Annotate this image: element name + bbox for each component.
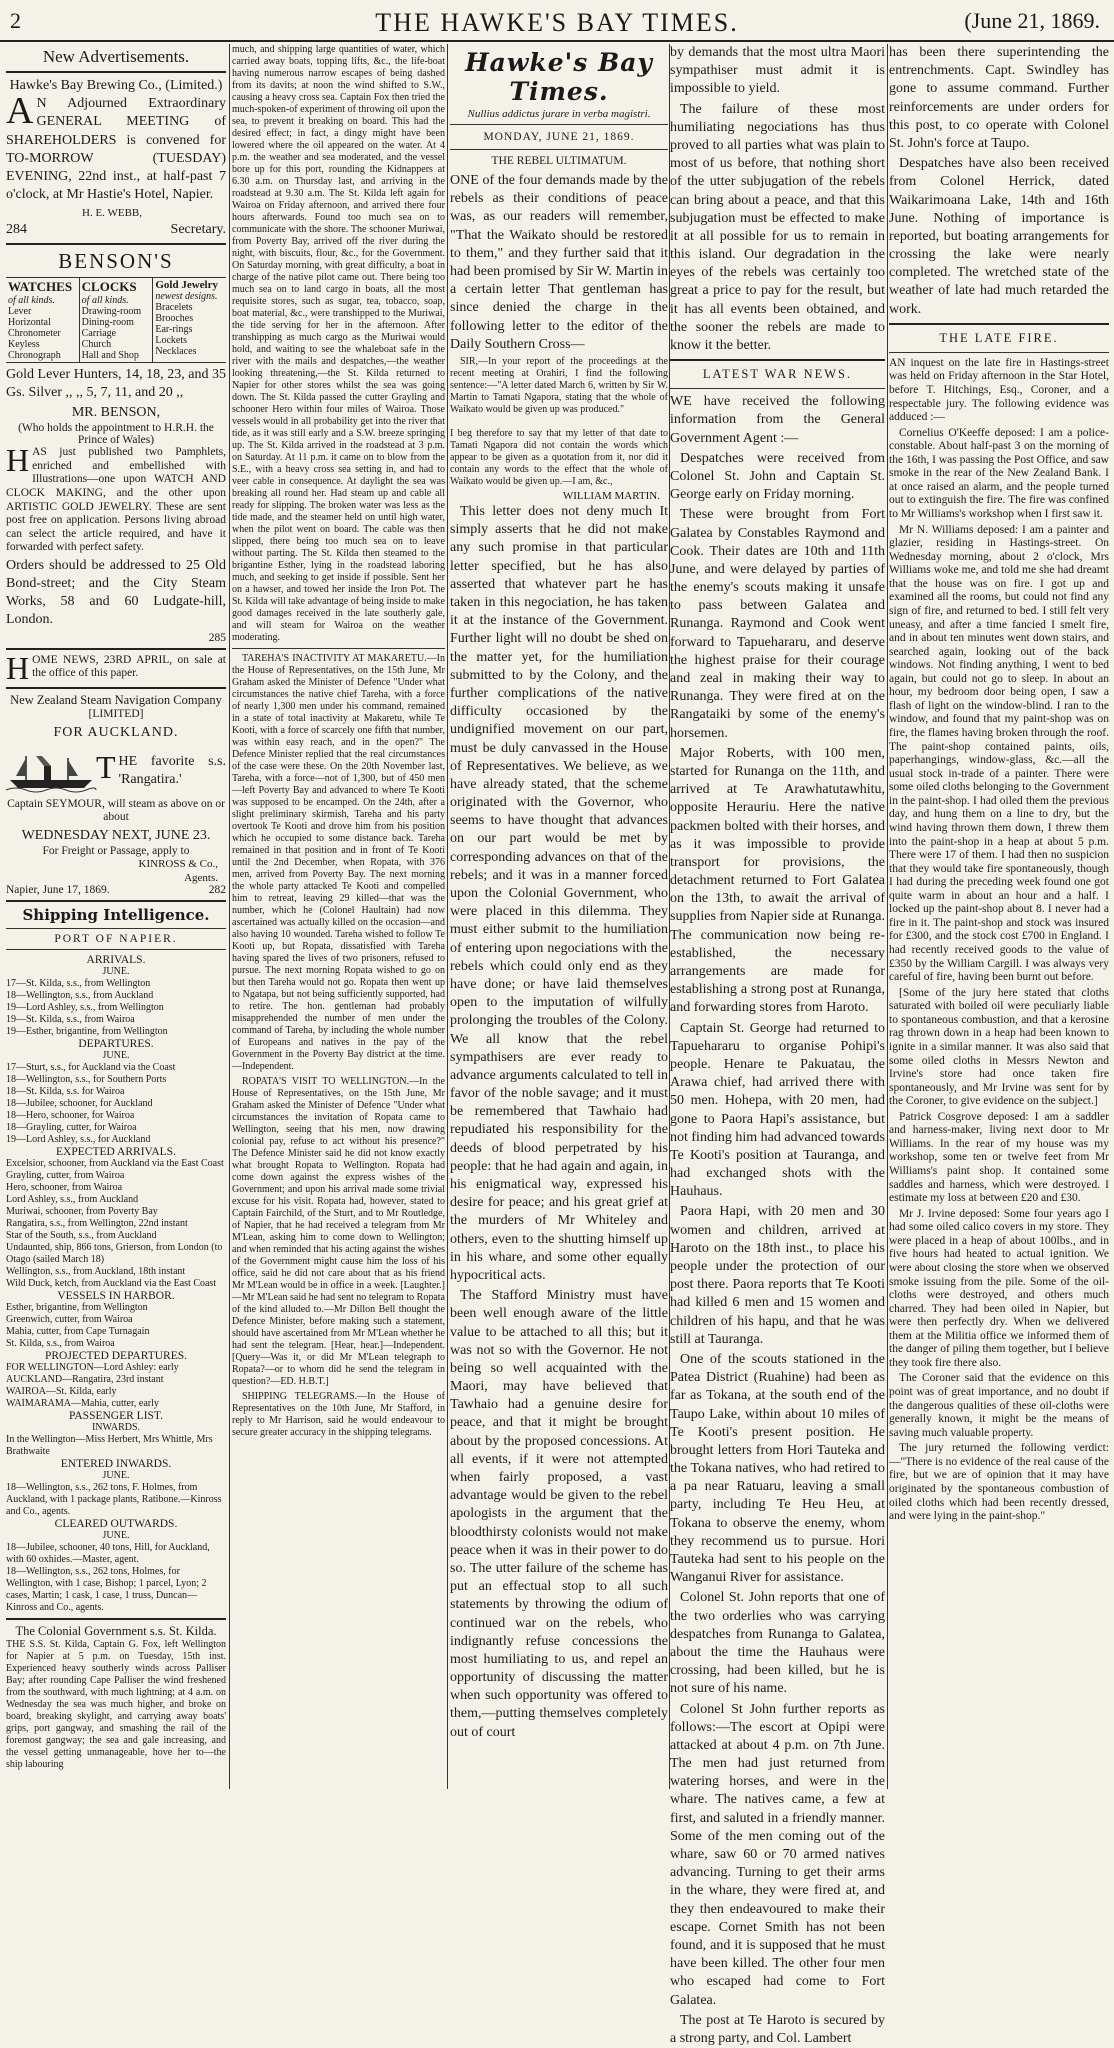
month-label: JUNE. [102, 1529, 130, 1541]
telegrams-article: SHIPPING TELEGRAMS.—In the House of Representatives on the 10th June, Mr Stafford, in reply to Mr Harrison, said he would endeavour to secure greater accuracy in the shipping telegrams. [232, 1391, 445, 1438]
fire-cosgrove-evidence: Patrick Cosgrove deposed: I am a saddler and harness-maker, living next door to Mr Williams. In the rear of my house was my workshop, some ten or twelve feet from Mr Williams's paint shop. It contained some saddles and harness, which were destroyed. I estimate my loss at between £20 and £30. [889, 1110, 1109, 1205]
war-news-continued: has been there superintending the entrenchments. Capt. Swindley has gone to assume command. Further reinforcements are under orders for this post, to co operate with Colonel St. John's force at Taupo. [889, 45, 1109, 151]
vessels-list: Esther, brigantine, from Wellington Greenwich, cutter, from Wairoa Mahia, cutter, from Cape Turnagain St. Kilda, s.s., from Wairoa [6, 1301, 150, 1349]
war-news-p3: These were brought from Fort Galatea by Constables Raymond and Cook. Their dates are 10th and 11th June, and were delayed by parties of the enemy's scouts making it unsafe to pass between Galatea and Runanga. Raymond and Cook went forward to Tapuehararu, and deserve the highest praise for their courage and zeal in making their way to Runanga. They were fired at on the Rangataiki by some of the enemy's horsemen. [670, 507, 885, 741]
rangatira-footer: Napier, June 17, 1869. 282 [6, 883, 226, 896]
clocks-column: CLOCKS of all kinds. Drawing-room Dining-room Carriage Church Hall and Shop [80, 278, 154, 362]
war-news-p10: The post at Te Haroto is secured by a strong party, and Col. Lambert [670, 2012, 885, 2046]
war-news-intro: WE have received the following information from the General Government Agent :— [670, 394, 885, 446]
page-masthead [0, 0, 1114, 42]
column-editorial [450, 44, 668, 1789]
passenger-heading: PASSENGER LIST. [69, 1409, 163, 1422]
rangatira-block [6, 746, 226, 798]
passenger-list: In the Wellington—Miss Herbert, Mrs Whittle, Mrs Brathwaite [6, 1433, 213, 1457]
home-news-notice: HOME NEWS, 23RD APRIL, on sale at the office of this paper. [6, 649, 226, 686]
war-news-p2: Despatches were received from Colonel St. John and Captain St. George early on Friday morning. [670, 450, 885, 503]
arrivals-list: 17—St. Kilda, s.s., from Wellington 18—Wellington, s.s., from Auckland 19—Lord Ashley, s.s., from Wellington 19—St. Kilda, s.s., from Wairoa 19—Esther, brigantine, from Wellington [6, 977, 168, 1037]
rangatira-agents: KINROSS & Co., [138, 858, 218, 871]
fire-irvine-evidence: Mr J. Irvine deposed: Some four years ago I had some oiled calico covers in my store. They were placed in a heap of about 100lbs., and in five hours had heated to actual ignition. We were about closing the store when we observed smoke issuing from the pile. Some of the oil-cloths were destroyed, and others much charred. They had been oiled in Napier, but were then perfectly dry. When we delivered them at the Militia office we informed them of the danger of piling them together, but I believe they took fire there also. [889, 1207, 1109, 1369]
rangatira-name: THE favorite s.s. 'Rangatira.' [96, 748, 226, 787]
watches-column: WATCHES of all kinds. Lever Horizontal Chronometer Keyless Chronograph [6, 278, 80, 362]
jewelry-column: Gold Jewelry newest designs. Bracelets Brooches Ear-rings Lockets Necklaces [155, 278, 218, 357]
benson-appointment: (Who holds the appointment to H.R.H. the Prince of Wales) [18, 422, 214, 447]
for-auckland: FOR AUCKLAND. [53, 724, 179, 740]
cleared-list: 18—Jubilee, schooner, 40 tons, Hill, for Auckland, with 60 oxhides.—Master, agent. 18—Wellington, s.s., 262 tons, Holmes, for Wellington, with 1 case, Bishop; 1 parcel, Lyon; 2 cases, Martin; 1 cask, 1 case, 1 truss, Duncan—Kinross and Co., agents. [6, 1541, 210, 1613]
column-news-items [232, 44, 445, 1789]
war-news-p6: Paora Hapi, with 20 men and 30 women and children, arrived at Haroto on the 18th inst., to place his people under the protection of our post there. Paora reports that Te Kooti had killed 6 men and 15 women and children of his hapu, and that he was still at Tauranga. [670, 1204, 885, 1347]
war-news-p4: Major Roberts, with 100 men, started for Runanga on the 11th, and arrived at Te Arawhatutawhitu, opposite Herauriu. Here the native packmen bolted with their horses, and as it was impossible to provide transport for provisions, the detachment returned to Fort Galatea on the 13th, to await the arrival of supplies from Napier side at Runanga. The communication now being re-established, the necessary arrangements are made for establishing a strong post at Runanga, and forwarding stores from Haroto. [670, 745, 885, 1016]
fire-verdict: The jury returned the following verdict:—"There is no evidence of the real cause of the fire, but we are of opinion that it may have originated by the spontaneous combustion of oiled cloths which had been recently dressed, and were lying in the paint-shop." [889, 1442, 1109, 1523]
nzsn-limited: [LIMITED] [88, 707, 144, 720]
nzsn-title: New Zealand Steam Navigation Company [10, 692, 222, 707]
entered-heading: ENTERED INWARDS. [60, 1457, 172, 1470]
column-late-fire [889, 44, 1109, 1789]
martin-signature: WILLIAM MARTIN. [562, 489, 660, 502]
page-number: 2 [10, 8, 21, 33]
column-rule [887, 44, 888, 1789]
ropata-article: ROPATA'S VISIT TO WELLINGTON.—In the House of Representatives, on the 15th June, Mr Graham asked the Minister of Defence "Under what circumstances the invitation of Ropata came to Wellington, seeing that his men, now drawing colonial pay, refuse to act without his presence?" The Defence Minister said he did not know exactly what brought Ropata to Wellington. Ropata had come down against the express wishes of the Government; and upon his arrival made some trivial excuse for his visit. Ropata had, however, stated to Captain Fairchild, of the Sturt, and to Mr Routledge, of Napier, that he had received a telegram from Mr M'Lean, asking him to come down to Wellington; and when reminded that his acting against the wishes of the Government might cause him the loss of his office, said he did not care about that as his friend Mr M'Lean would be in office in a week. [Laughter.]—Mr M'Lean said he had sent no telegram to Ropata of the kind alluded to.—Mr Dillon Bell thought the Defence Minister, before making such a statement, should have ascertained from Mr M'Lean whether he had sent the telegram. [Hear, hear.]—Independent. [Query—Was it, or did Mr M'Lean telegraph to Ropata?—or to whom did he send the telegram in question?—ED. H.B.T.] [232, 1076, 445, 1387]
war-news-p5: Captain St. George had returned to Tapuehararu to organise Pohipi's people. Henare te Pakuatau, the Arawa chief, had arrived there with 50 men. Hohepa, with 20 men, had gone to Paora Hapi's assistance, but not finding him had advanced towards Te Kooti's position at Tauranga, and had exchanged shots with the Hauhaus. [670, 1020, 886, 1200]
war-news-p7: One of the scouts stationed in the Patea District (Ruahine) had been as far as Tokana, at the south end of the Taupo Lake, within about 10 miles of Te Kooti's present position. He brought letters from Hori Tauteka and the Tokana natives, who had retired to a pa near Ratuaru, leaving a small party, including Te Heu Heu, at Tokana to observe the enemy, whom they recommend us to pursue. Hori Tauteka had sent to his people on the Wanganui River for assistance. [670, 1351, 885, 1586]
benson-heading: BENSON'S [58, 248, 174, 273]
brewing-signature: H. E. WEBB, [82, 207, 142, 220]
column-advertisements [6, 44, 226, 1789]
ultimatum-conclusion: The failure of these most humiliating negociations has thus proved to all parties what was plain to most of us before, that nothing short of the utter subjugation of the rebels can bring about a peace, and that this subjugation must be effected to make it at all possible for us to remain in this island. Our degradation in the eyes of the rebels was certainly too great a price to pay for the result, but it has all events been obtained, and the sooner the rebels are made to know it the better. [670, 101, 885, 353]
column-war-news [670, 44, 886, 2046]
brewing-title: Hawke's Bay Brewing Co., (Limited.) [9, 78, 223, 93]
fire-inquest-intro: AN inquest on the late fire in Hastings-street was held on Friday afternoon in the Star Hotel, before T. Hitchings, Esq., Coroner, and a respectable jury. The following evidence was adduced :— [889, 356, 1109, 424]
brewing-notice: A N Adjourned Extraordinary GENERAL MEETING of SHAREHOLDERS is convened for TO-MORROW (TUESDAY) EVENING, 22nd inst., at half-past 7 o'clock, at Mr Hastie's Hotel, Napier. [6, 90, 226, 203]
projected-list: FOR WELLINGTON—Lord Ashley: early AUCKLAND—Rangatira, 23rd instant WAIROA—St. Kilda, early WAIMARAMA—Mahia, cutter, early [6, 1361, 179, 1409]
issue-date: (June 21, 1869. [964, 8, 1100, 33]
war-news-p11: Despatches have also been received from Colonel Herrick, dated Waikarimoana Lake, 14th and 16th June. Nothing of importance is reported, but boating arrangements for crossing the lake were nearly completed. The wretched state of the weather of late had much retarded the work. [889, 156, 1109, 317]
expected-list: Excelsior, schooner, from Auckland via the East Coast Grayling, cutter, from Wairoa Hero, schooner, from Wairoa Lord Ashley, s.s., from Auckland Muriwai, schooner, from Poverty Bay Rangatira, s.s., from Wellington, 22nd instant Star of the South, s.s., from Auckland Undaunted, ship, 866 tons, Grierson, from London (to Otago (sailed March 18) Wellington, s.s., from Auckland, 18th instant Wild Duck, ketch, from Auckland via the East Coast [6, 1157, 224, 1289]
ultimatum-intro: ONE of the four demands made by the rebels as their conditions of peace was, as our readers will remember, "That the Waikato should be restored to them," and they further said that it had been promised by Sir W. Martin in a certain letter That gentleman has since denied the charge in the following letter to the editor of the Daily Southern Cross— [450, 173, 668, 352]
ultimatum-body-2: The Stafford Ministry must have been well enough aware of the little value to be attached to all this; but it was not so with the Governor. He not being so well acquainted with the Maori, may have believed that Tawhaio had a genuine desire for peace, and that it might be brought about by the proposed concessions. At all events, if it were not attempted when fairly proposed, a vast advantage would be given to the rebel apologists in the argument that the bloodthirsty colonists would not make peace when it was in their power to do so. The utter failure of the scheme has put an effectual stop to all such statements by throwing the odium of continued war on the rebels, who indignantly refuse concessions the most humiliating to us, and repel an opportunity of discussing the matter when such opportunity was offered to them,—putting themselves completely out of court [450, 1288, 668, 1740]
benson-product-table [6, 277, 226, 363]
expected-heading: EXPECTED ARRIVALS. [56, 1145, 176, 1158]
benson-gold-prices: Gold Lever Hunters, 14, 18, 23, and 35 Gs. Silver ,, ,, 5, 7, 11, and 20 ,, [6, 366, 226, 400]
cleared-heading: CLEARED OUTWARDS. [54, 1517, 178, 1530]
rangatira-agents-label: Agents. [184, 871, 218, 884]
newspaper-title: THE HAWKE'S BAY TIMES. [375, 8, 739, 37]
rangatira-freight: For Freight or Passage, apply to [42, 845, 190, 858]
brewing-footer: 284 Secretary. [6, 221, 226, 237]
war-news-p9: Colonel St John further reports as follows:—The escort at Opipi were attacked at about 4 p.m. on 7th June. The men had just returned from watering horses, and were in the whare. The natives came, a few at first, and saluted in a friendly manner. Some of the men coming out of the whare, saw 60 or 70 armed natives advancing. Turning to get their arms in the whare, they were fired at, and they then endeavoured to make their escape. Cornet Smith has not been found, and it is supposed that he must have been killed. The other four men who escaped had come to Fort Galatea. [670, 1701, 885, 2008]
fire-okeeffe-evidence: Cornelius O'Keeffe deposed: I am a police-constable. About half-past 3 on the morning of the 16th, I was passing the Post Office, and saw smoke in the rear of the New Zealand Bank. I at once raised an alarm, and the people turned out to extinguish the fire. The fire was confined to Mr Williams's workshop when I first saw it. [889, 426, 1109, 520]
column-rule [229, 44, 230, 1789]
martin-letter: SIR,—In your report of the proceedings at the recent meeting at Orahiri, I find the following sentence:—"A letter dated March 6, written by Sir W. Martin to Tamati Ngapora, stating that the whole of Waikato would be given up was produced." I beg therefore to say that my letter of that date to Tamati Ngapora did not contain the words which appear to be given as a quotation from it, nor did it contain any words to the effect that the whole of Waikato would be given up.—I am, &c., [450, 355, 668, 487]
war-news-heading: LATEST WAR NEWS. [702, 367, 853, 382]
column-rule [447, 44, 448, 1789]
war-news-p8: Colonel St. John reports that one of the two orderlies who was carrying despatches from Runanga to Galatea, about the time the Hauhaus were crossing, had been killed, but he is not sure of his name. [670, 1590, 885, 1697]
departures-heading: DEPARTURES. [78, 1037, 154, 1050]
shipping-heading: Shipping Intelligence. [22, 905, 210, 924]
steamship-illustration [6, 750, 96, 794]
month-label: JUNE. [102, 1469, 130, 1481]
benson-pamphlets: HAS just published two Pamphlets, enriched and embellished with Illustrations—one upon WATCH AND CLOCK MAKING, and the other upon ARTISTIC GOLD JEWELRY. These are sent post free on application. Persons living abroad can select the article required, and have it forwarded with perfect safety. [6, 442, 226, 554]
fire-jury-remark: [Some of the jury here stated that cloths saturated with boiled oil were peculiarly liable to spontaneous combustion, and that a kerosine rag thrown down in a heap had been known to ignite in a similar manner. It was also said that some oiled cloths in Messrs Newton and Irvine's store had once taken fire spontaneously, and Mr Irvine was sent for by the Coroner, to give evidence on the subject.] [889, 986, 1109, 1108]
editorial-dateline: MONDAY, JUNE 21, 1869. [483, 131, 635, 143]
projected-heading: PROJECTED DEPARTURES. [44, 1349, 188, 1362]
govt-steamer-report: THE S.S. St. Kilda, Captain G. Fox, left Wellington for Napier at 5 p.m. on Tuesday, 15th inst. Experienced heavy southerly winds across Palliser Bay; after rounding Cape Palliser the wind freshened from the southward, with much lightning; at 4 a.m. on Wednesday the sea was much higher, and broke on board, breaking skylight, and carrying away boats' grips, port gangway, and smashing the rail of the foremost gangway; the sea and gale increasing, and the vessel getting unmanageable, hove her to—the ship labouring [6, 1638, 226, 1770]
fire-coroner-remark: The Coroner said that the evidence on this point was of great importance, and no doubt if the dangerous qualities of these oil-cloths were generally known, it might be the means of saving much valuable property. [889, 1372, 1109, 1439]
fire-williams-evidence: Mr N. Williams deposed: I am a painter and glazier, residing in Hastings-street. On Wednesday morning, about 2 o'clock, Mrs Williams woke me, and told me she had dreamt that the house was on fire. I got up and examined all the rooms, but could not find any sign of fire, and returned to bed. I still felt very uneasy, and after a time fancied I smelt fire, and in about ten minutes went down stairs, and searched again, looking out of the back windows. Not finding anything, I went to bed again, but could not go to sleep. In about an hour, my bedroom door being open, I saw a flash of light on the window-blind. I ran to the window, and found that my paint-shop was on fire, the flames having broken through the roof. The paint-shop contained paints, oils, paperhangings, window-glass, &c.—all the usual stock in-trade of a painter. There were some oiled cloths belonging to the Government in the paint-shop. I had oiled them the previous day, and hung them on a line to dry, but the wind having thrown them down, I threw them into the paint-shop in a heap at about 5 p.m. There were 17 of them. I had then no suspicion that they would take fire spontaneously, though I had during the preceding week found one got quite warm in about an hour and a half. I locked up the paint-shop about 8. I never had a fire in it. The paint-shop and stock was insured for £300, and the stock cost £700 in England. I had recently received goods to the value of £350 by the William Cargill. I was always very careful of fire, having been burnt out before. [889, 523, 1109, 984]
benson-name: MR. BENSON, [71, 405, 161, 421]
inwards-label: INWARDS. [91, 1421, 141, 1433]
month-label: JUNE. [102, 1049, 130, 1061]
benson-ad-number: 285 [208, 631, 226, 644]
govt-steamer-heading: The Colonial Government s.s. St. Kilda. [15, 1623, 217, 1638]
tareha-article: TAREHA'S INACTIVITY AT MAKARETU.—In the House of Representatives, on the 15th June, Mr Graham asked the Minister of Defence "Under what circumstances the native chief Tareha, with a force of nearly 1,300 men under his command, remained in a state of total inactivity at Makaretu, while Te Kooti, with a force of scarcely one fifth that number, was within easy reach, and in the open?" The Defence Minister replied that the real circumstances of the case were these. On the 20th November last, Tareha, with a force—not of 1,300, but of 450 men—left Poverty Bay and advanced to where Te Kooti was supposed to be encamped. On the 24th, after a slight preliminary skirmish, Tareha and his party overtook Te Kooti and drove him from his position which he occupied to some distance back. Tareha remained in that position and in front of Te Kooti until the 2nd December, when Ropata, with 376 men, arrived from Poverty Bay. The next morning the whole party attacked Te Kooti and compelled him to retreat, leaving 29 killed—that was the number, which he (Colonel Haultain) had now ascertained was actually killed on the occasion—and also having 10 wounded. Tareha wished to follow Te Kooti up, but Ropata, dissatisfied with Tareha having spared the lives of two prisoners, refused to pursue. The next morning Ropata wished to go on but then Tareha would not go. Ropata then went up to Ngatapa, but not being sufficiently supported, had to retire. The hon. gentleman had probably misapprehended the number of men under the command of Tareha, by including the whole number of Europeans and natives in the pay of the Government in the Poverty Bay district at the time.—Independent. [232, 653, 445, 1072]
benson-orders: Orders should be addressed to 25 Old Bond-street; and the City Steam Works, 58 and 60 Ludgate-hill, London. [6, 557, 226, 628]
editorial-motto: Nullius addictus jurare in verba magistri. [467, 108, 651, 120]
rangatira-departure: WEDNESDAY NEXT, JUNE 23. [21, 828, 211, 844]
ultimatum-heading: THE REBEL ULTIMATUM. [491, 155, 627, 167]
departures-list: 17—Sturt, s.s., for Auckland via the Coast 18—Wellington, s.s., for Southern Ports 18—St. Kilda, s.s. for Wairoa 18—Jubilee, schooner, for Auckland 18—Hero, schooner, for Wairoa 18—Grayling, cutter, for Wairoa 19—Lord Ashley, s.s., for Auckland [6, 1061, 176, 1145]
month-label: JUNE. [102, 965, 130, 977]
new-ads-heading: New Advertisements. [42, 47, 190, 66]
late-fire-heading: THE LATE FIRE. [939, 330, 1059, 345]
ultimatum-body: This letter does not deny much It simply asserts that he did not make any such promise in that particular letter specified, but he has also asserted that whatever part he has taken in this negociation, he has taken it at the instance of the Government. Further light will no doubt be shed on the matter yet, for the humiliation submitted to by the Colony, and the further complications of the native difficulty occasioned by the undignified movement on our part, must be duly canvassed in the House of Representatives. We believe, as we have already stated, that the scheme originated with the Governor, who seems to have thought that advances on our part would be met by corresponding advances on that of the rebels; and it was in a manner forced upon the Colonial Government, who were placed in this dilemma. They must either submit to the humiliation of entering upon negociations with the rebels which could only end as they have done; or have laid themselves open to the imputation of wilfully prolonging the troubles of the Colony. We all know that the rebel sympathisers are ever ready to advance arguments calculated to tell in favor of the noble savage; and it must be remembered that Tawhaio had repudiated his responsibility for the deeds of blood perpetrated by his people: that he had again and again, in his enigmatical way, expressed his desire for peace; and his great grief at the murders of Mr Whiteley and others, even to the shutting himself up in his whare, and some other equally hypocritical acts. [450, 504, 668, 1283]
arrivals-heading: ARRIVALS. [86, 953, 146, 966]
entered-list: 18—Wellington, s.s., 262 tons, F. Holmes, from Auckland, with 1 package plants, Ratibone.—Kinross and Co., agents. [6, 1481, 222, 1517]
ultimatum-continued: by demands that the most ultra Maori sympathiser must admit it is impossible to yield. [670, 45, 885, 97]
rangatira-captain: Captain SEYMOUR, will steam as above on or about [7, 797, 225, 824]
vessels-heading: VESSELS IN HARBOR. [57, 1289, 175, 1302]
st-kilda-report-continued: much, and shipping large quantities of water, which carried away boats, topping lifts, &c., the life-boat having numerous narrow escapes of being dashed from its davits; at noon the wind shifted to S.W., causing a heavy cross sea. Captain Fox then tried the much-spoken-of experiment of throwing oil upon the sea, to prevent it breaking on board. This had the desired effect; in fact, a dingy might have been lowered where the oil appeared on the water. At 4 p.m. the weather and sea moderated, and the vessel bore up for this port, rounding the Kidnappers at 6.30 a.m. on Thursday last, and arriving in the roadstead at 9.30 a.m. The St. Kilda left again for Wairoa on Friday afternoon, and arrived there four hours afterwards. Found too much sea on to communicate with the shore. The schooner Muriwai, from Poverty Bay, arrived off the river during the night, with biscuits, flour, &c., for the Government. On Saturday morning, with great difficulty, a boat in charge of the native pilot came out. There being too much sea on to land cargo in boats, all the most requisite stores, such as sugar, tea, tobacco, soap, boat material, &c., were transhipped to the Muriwai, the tide serving for her in the afternoon. After transhipping as much cargo as the Muriwai would hold, and waiting to see the whaleboat safe in the river with the mails and despatches,—the weather looking threatening,—the St. Kilda returned to Napier for other stores whilst the sea was going down. The St. Kilda passed the cutter Grayling and schooner Hero within four miles of Wairoa. Those vessels would in all probability get into the river that tide, as it was still early and a S.W. breeze springing up. The St. Kilda arrived in the roadstead at 3 p.m. on Saturday. At 11 p.m. it came on to blow from the S.E., with a heavy cross sea setting in, and had to veer cable in consequence. At daylight the sea was breaking all round her. Had steam up and cable all ready for slipping. The broken water was less as the tide made, and the steamer held on until high water, when the pilot went on board. The cable was then slipped, there being too much sea on to leave without parting. The St. Kilda then steamed to the brigantine Esther, lying in the roadstead laboring much, and seeking to get inside if possible. Sent her on a hawser, and towed her inside the Iron Pot. The St. Kilda will take advantage of being inside to make good damages received in the late southerly gale, and will steam for Wairoa on the weather moderating. [232, 44, 445, 643]
port-heading: PORT OF NAPIER. [54, 932, 178, 945]
editorial-masthead: Hawke's Bay Times. [465, 48, 653, 106]
